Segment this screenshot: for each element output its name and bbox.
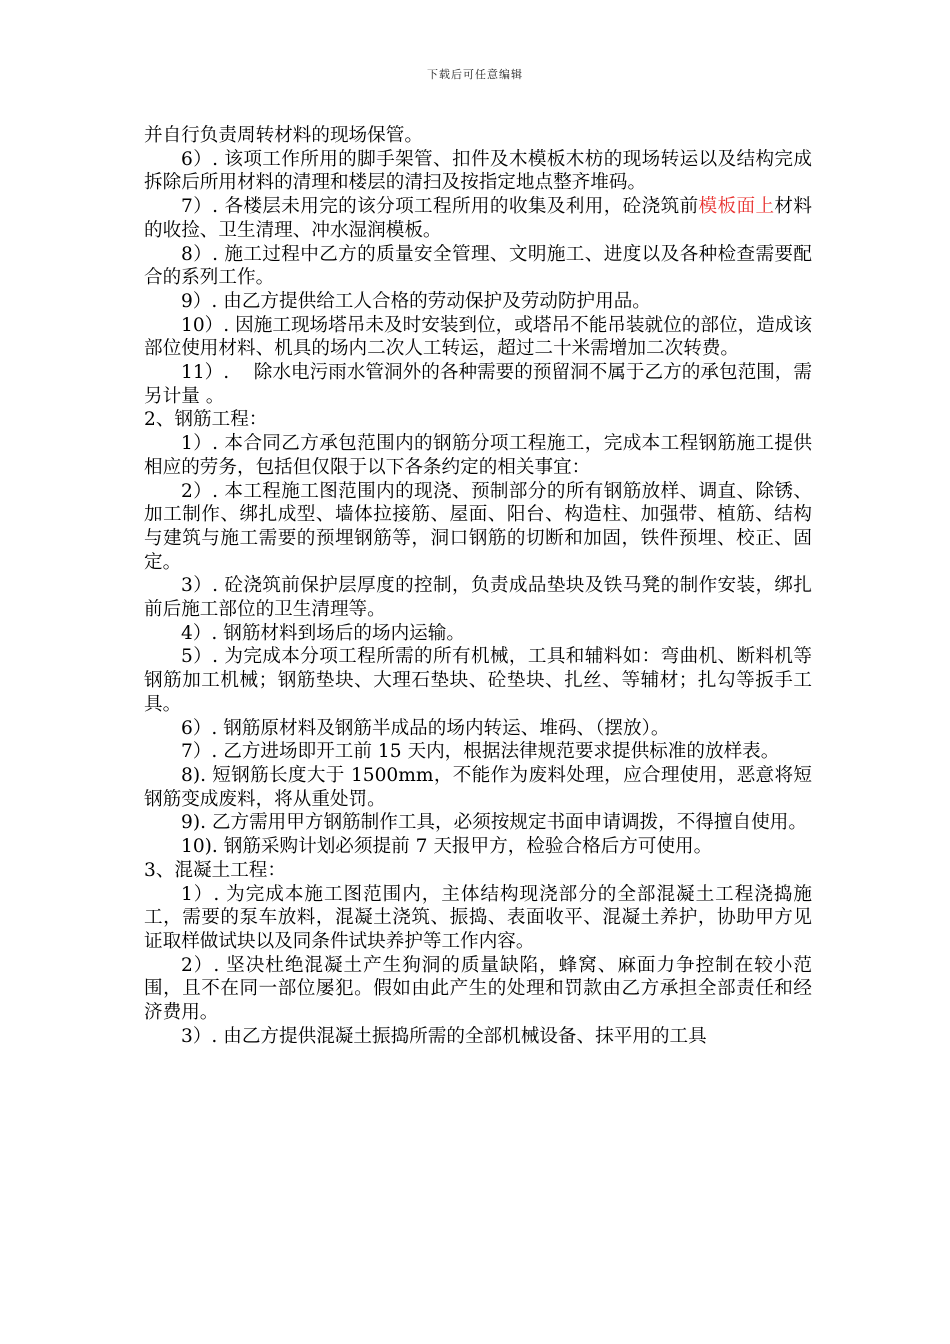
paragraph: 3）. 砼浇筑前保护层厚度的控制，负责成品垫块及铁马凳的制作安装，绑扎前后施工部位的卫生清理等。 <box>144 575 812 621</box>
paragraph: 7）. 乙方进场即开工前 15 天内，根据法律规范要求提供标准的放样表。 <box>181 741 780 763</box>
document-body <box>144 124 812 1048</box>
paragraph: 6）. 该项工作所用的脚手架管、扣件及木模板木枋的现场转运以及结构完成拆除后所用材料的清理和楼层的清扫及按指定地点整齐堆码。 <box>144 148 812 194</box>
paragraph: 10). 钢筋采购计划必须提前 7 天报甲方，检验合格后方可使用。 <box>181 836 713 858</box>
section-heading: 2、钢筋工程： <box>144 409 268 431</box>
paragraph-text: 7）. 各楼层未用完的该分项工程所用的收集及利用，砼浇筑前 <box>181 196 699 218</box>
paragraph: 8). 短钢筋长度大于 1500mm，不能作为废料处理，应合理使用，恶意将短钢筋变成废料，将从重处罚。 <box>144 764 812 810</box>
section-heading: 3、混凝土工程： <box>144 859 286 881</box>
paragraph: 2）. 坚决杜绝混凝土产生狗洞的质量缺陷，蜂窝、麻面力争控制在较小范围，且不在同一部位屡犯。假如由此产生的处理和罚款由乙方承担全部责任和经济费用。 <box>144 954 812 1024</box>
paragraph: 9). 乙方需用甲方钢筋制作工具，必须按规定书面申请调拨，不得擅自使用。 <box>181 812 807 834</box>
paragraph: 1）. 本合同乙方承包范围内的钢筋分项工程施工，完成本工程钢筋施工提供相应的劳务，包括但仅限于以下各条约定的相关事宜： <box>144 433 812 478</box>
paragraph: 9）. 由乙方提供给工人合格的劳动保护及劳动防护用品。 <box>181 290 651 312</box>
paragraph: 8）. 施工过程中乙方的质量安全管理、文明施工、进度以及各种检查需要配合的系列工作。 <box>144 243 812 289</box>
paragraph <box>144 195 812 242</box>
paragraph: 5）. 为完成本分项工程所需的所有机械，工具和辅料如：弯曲机、断料机等钢筋加工机械；钢筋垫块、大理石垫块、砼垫块、扎丝、等辅材；扎勾等扳手工具。 <box>144 646 812 715</box>
paragraph: 1）. 为完成本施工图范围内，主体结构现浇部分的全部混凝土工程浇捣施工，需要的泵车放料，混凝土浇筑、振捣、表面收平、混凝土养护，协助甲方见证取样做试块以及同条件试块养护等工作内容。 <box>144 883 812 952</box>
paragraph: 11）. 除水电污雨水管洞外的各种需要的预留洞不属于乙方的承包范围，需另计量 。 <box>144 362 812 407</box>
paragraph: 6）. 钢筋原材料及钢筋半成品的场内转运、堆码、（摆放）。 <box>181 717 670 739</box>
paragraph: 10）. 因施工现场塔吊未及时安装到位，或塔吊不能吊装就位的部位，造成该部位使用材料、机具的场内二次人工转运，超过二十米需增加二次转费。 <box>144 314 812 360</box>
highlighted-text: 模板面上 <box>698 196 775 218</box>
page-header: 下载后可任意编辑 <box>427 68 523 81</box>
paragraph: 并自行负责周转材料的现场保管。 <box>144 125 423 146</box>
paragraph-text: 材料的收捡、卫生清理、冲水湿润模板。 <box>144 196 812 241</box>
paragraph: 4）. 钢筋材料到场后的场内运输。 <box>181 622 465 644</box>
paragraph: 3）. 由乙方提供混凝土振捣所需的全部机械设备、抹平用的工具 <box>181 1025 707 1047</box>
paragraph: 2）. 本工程施工图范围内的现浇、预制部分的所有钢筋放样、调直、除锈、加工制作、绑扎成型、墙体拉接筋、屋面、阳台、构造柱、加强带、植筋、结构与建筑与施工需要的预埋钢筋等，洞口钢筋的切断和加固，铁件预埋、校正、固定。 <box>144 480 812 573</box>
